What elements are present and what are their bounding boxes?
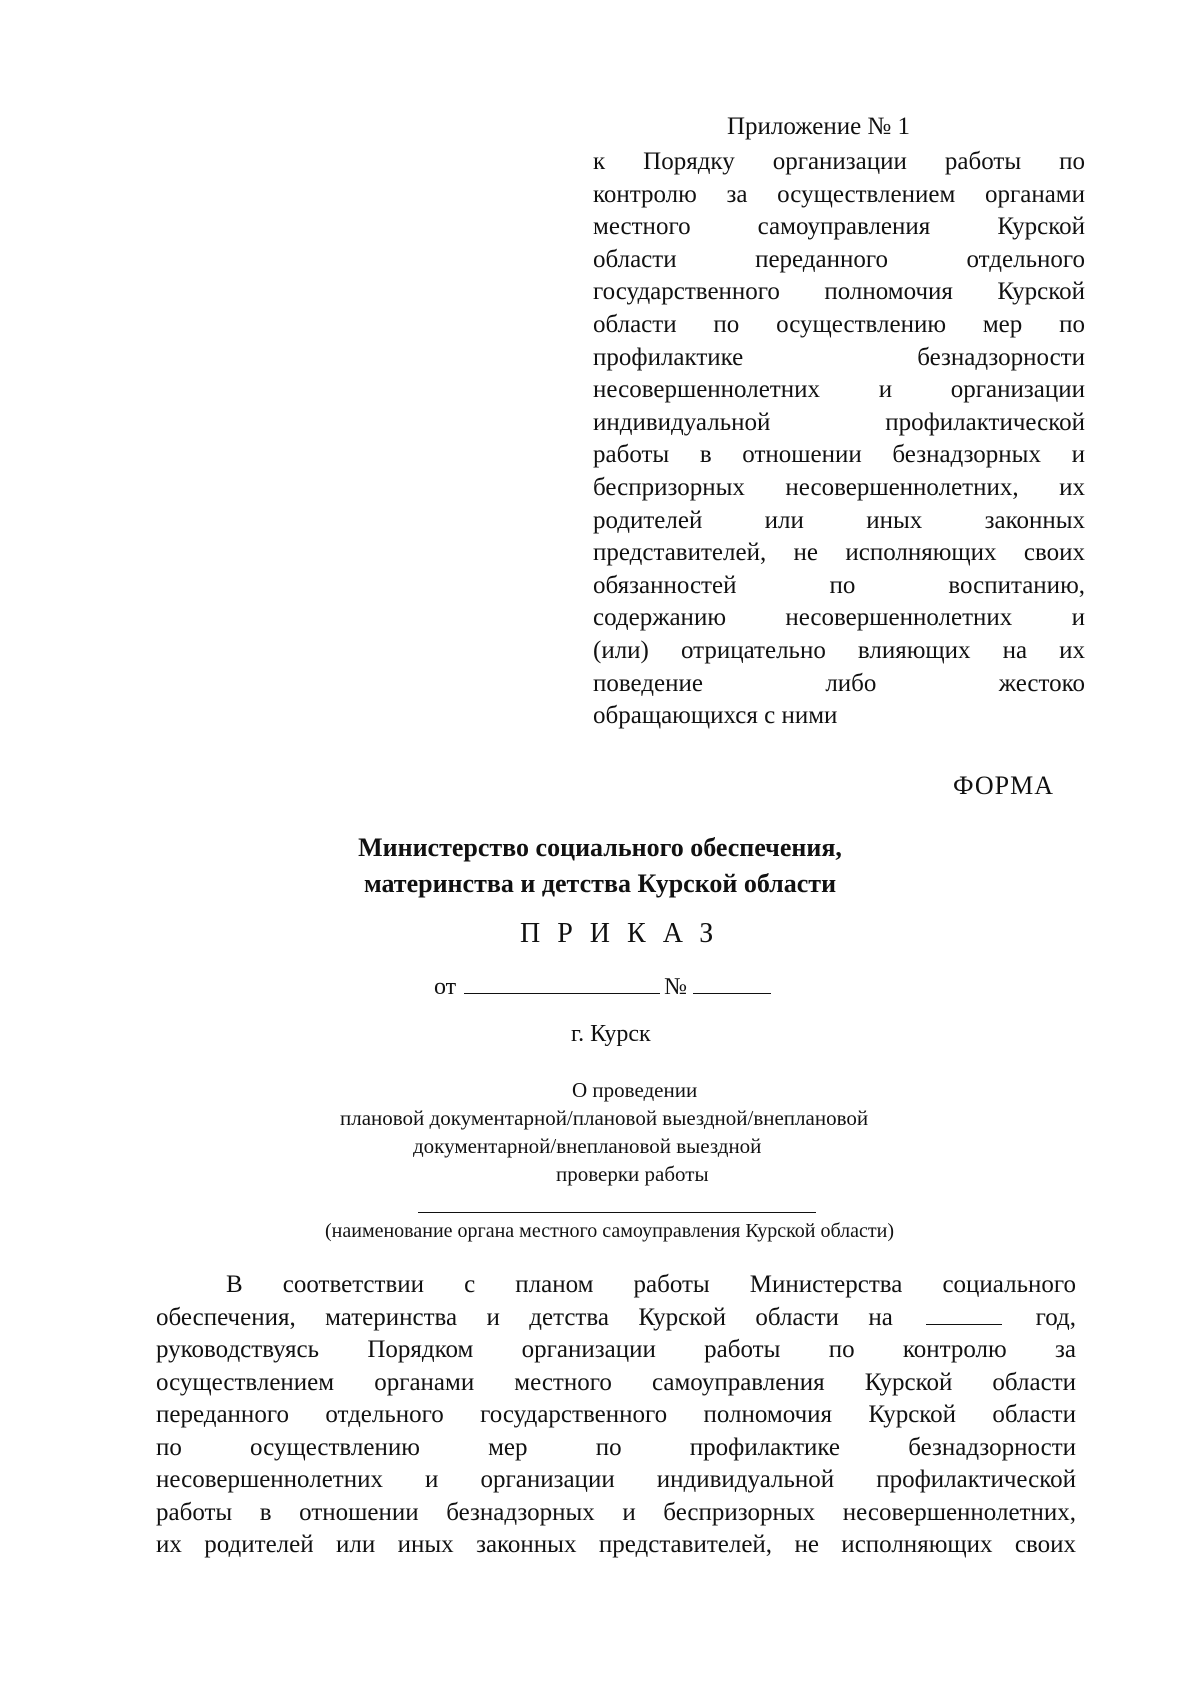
body-line: работы в отношении безнадзорных и беспризорных несовершеннолетних, [156,1498,1076,1526]
annex-line: к Порядку организации работы по [593,148,1085,175]
annex-line: индивидуальной профилактической [593,408,1085,436]
annex-line: работы в отношении безнадзорных и [593,441,1085,469]
year-blank [926,1306,1002,1325]
order-title: ПРИКАЗ [520,918,731,949]
annex-line: области переданного отдельного [593,245,1085,273]
annex-line: контролю за осуществлением органами [593,180,1085,208]
annex-line: местного самоуправления Курской [593,213,1085,241]
annex-line: беспризорных несовершеннолетних, их [593,473,1085,501]
body-line: по осуществлению мер по профилактике безнадзорности [156,1433,1076,1461]
subject-line: документарной/внеплановой выездной [413,1134,762,1158]
subject-line: проверки работы [556,1162,709,1186]
number-blank [693,973,771,994]
form-label: ФОРМА [953,771,1054,800]
annex-line: содержанию несовершеннолетних и [593,604,1085,632]
city-label: г. Курск [571,1021,651,1047]
annex-line: несовершеннолетних и организации [593,376,1085,404]
body-line: переданного отдельного государственного полномочия Курской области [156,1401,1076,1428]
body-line: их родителей или иных законных представителей, не исполняющих своих [156,1531,1076,1558]
order-subject [300,1076,1000,1188]
order-body [156,1270,1076,1563]
annex-line: государственного полномочия Курской [593,278,1085,306]
annex-line: представителей, не исполняющих своих [593,539,1085,567]
annex-title: Приложение № 1 [727,113,911,140]
body-text-span: год, [1035,1303,1077,1331]
order-date-number-row [434,972,771,1002]
body-text-span: обеспечения, материнства и детства Курской области на [156,1303,893,1331]
org-name-caption: (наименование органа местного самоуправления Курской области) [325,1220,894,1242]
body-line: В соответствии с планом работы Министерства социального [226,1271,1076,1298]
annex-line: родителей или иных законных [593,506,1085,534]
annex-line: профилактике безнадзорности [593,343,1085,371]
subject-line: О проведении [572,1078,698,1102]
annex-line: поведение либо жестоко [593,669,1085,697]
body-line: осуществлением органами местного самоуправления Курской области [156,1368,1076,1396]
ministry-line: материнства и детства Курской области [363,869,837,898]
annex-line: обращающихся с ними [593,702,838,730]
annex-description [593,147,1085,734]
number-label: № [664,974,688,1000]
subject-line: плановой документарной/плановой выездной/внеплановой [340,1106,869,1130]
ministry-line: Министерство социального обеспечения, [358,833,842,862]
annex-line: области по осуществлению мер по [593,310,1085,338]
ministry-heading [250,830,950,902]
annex-line: (или) отрицательно влияющих на их [593,636,1085,664]
from-label: от [434,974,457,1000]
body-line: несовершеннолетних и организации индивидуальной профилактической [156,1466,1076,1493]
body-line: руководствуясь Порядком организации работы по контролю за [156,1336,1076,1363]
annex-line: обязанностей по воспитанию, [593,571,1085,599]
org-name-blank [418,1212,816,1213]
date-blank [464,973,660,994]
body-line [156,1303,1076,1336]
